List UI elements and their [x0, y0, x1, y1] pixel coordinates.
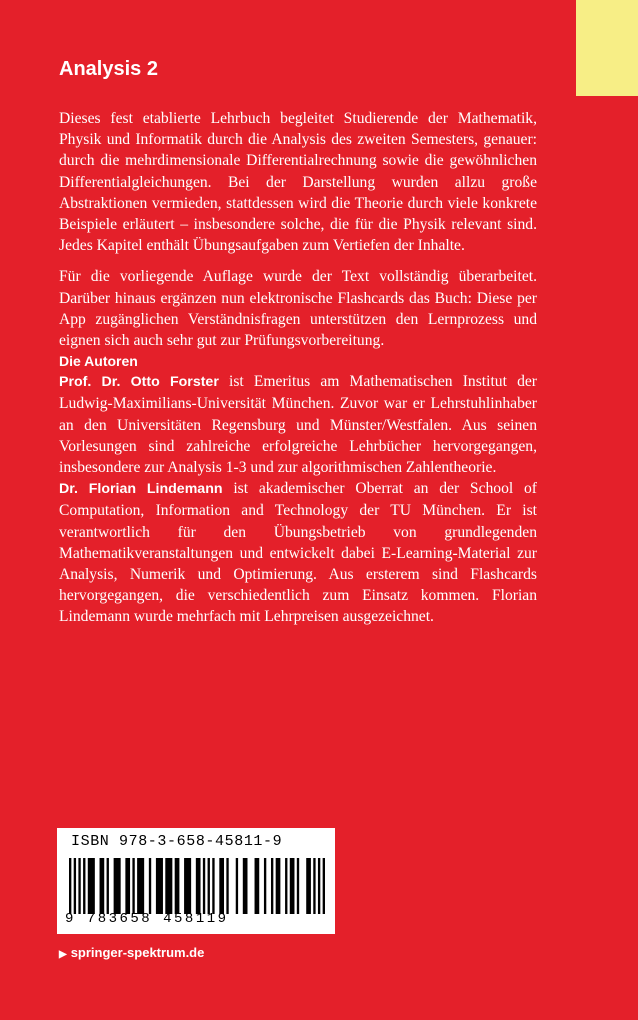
- barcode-box: [57, 828, 335, 934]
- description-paragraph-2: Für die vorliegende Auflage wurde der Text vollständig überarbeitet. Darüber hinaus ergänzen nun elektronische Flashcards das Buch: Diese per App zugänglichen Verständnisfragen unterstützen den Lernprozess und eignen sich auch sehr gut zur Prüfungsvorbereitung.: [59, 268, 537, 350]
- author-name-lindemann: Dr. Florian Lindemann: [59, 481, 223, 498]
- author-bio-forster: [59, 371, 537, 478]
- book-title: Analysis 2: [59, 58, 158, 80]
- author-text-forster: ist Emeritus am Mathematischen Institut der Ludwig-Maximilians-Universität München. Zuvor war er Lehrstuhlinhaber an den Universitäten Regensburg und Münster/Westfalen. Aus seinen Vorlesungen sind zahlreiche erfolgreiche Lehrbücher hervorgegangen, insbesondere zur Analysis 1-3 und zur algorithmischen Zahlentheorie.: [59, 373, 537, 477]
- isbn-label: ISBN 978-3-658-45811-9: [71, 833, 283, 850]
- description-paragraph-1: Dieses fest etablierte Lehrbuch begleitet Studierende der Mathematik, Physik und Informatik durch die Analysis des zweiten Semesters, genauer: durch die mehrdimensionale Differentialrechnung sowie die gewöhnlichen Differentialgleichungen. Bei der Darstellung wurden allzu große Abstraktionen vermieden, stattdessen wird die Theorie durch viele konkrete Beispiele erläutert – insbesondere solche, die für die Physik relevant sind. Jedes Kapitel enthält Übungsaufgaben zum Vertiefen der Inhalte.: [59, 110, 537, 255]
- barcode-digits: 9 783658 458119: [65, 911, 229, 927]
- website-text: springer-spektrum.de: [70, 945, 205, 960]
- spine-color-strip: [576, 0, 638, 96]
- barcode-icon: [69, 858, 325, 914]
- back-cover-text: [59, 108, 537, 628]
- author-text-lindemann: ist akademischer Oberrat an der School of Computation, Information and Technology der TU München. Er ist verantwortlich für den Übungsbetrieb von grundlegenden Mathematikveranstaltungen und entwickelt dabei E-Learning-Material zur Analysis, Numerik und Optimierung. Aus ersterem sind Flashcards hervorgegangen, die verschiedentlich zum Einsatz kommen. Florian Lindemann wurde mehrfach mit Lehrpreisen ausgezeichnet.: [59, 480, 538, 626]
- publisher-website-link[interactable]: [59, 944, 204, 964]
- author-name-forster: Prof. Dr. Otto Forster: [59, 374, 219, 391]
- triangle-right-icon: ▶: [59, 949, 67, 960]
- author-bio-lindemann: [59, 478, 537, 627]
- authors-heading: Die Autoren: [59, 353, 138, 370]
